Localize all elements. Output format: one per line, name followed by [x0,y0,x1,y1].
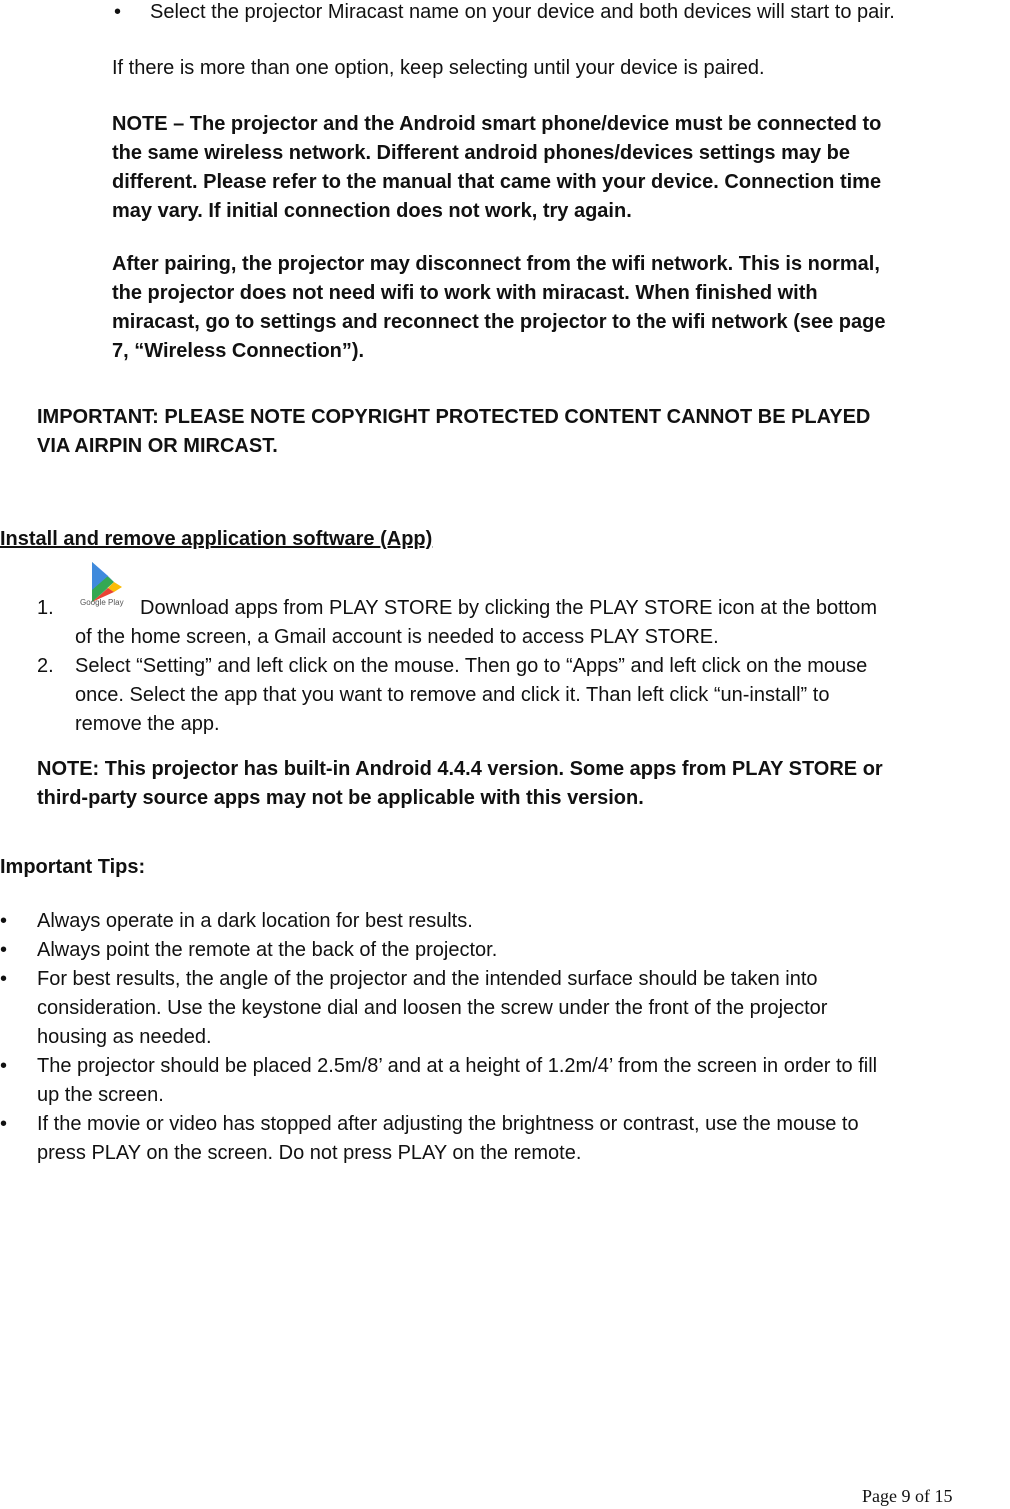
list-item [0,1052,1010,1110]
item2-line: Select “Setting” and left click on the mouse. Then go to “Apps” and left click on the mouse [75,655,868,677]
item1-line: Download apps from PLAY STORE by clicking the PLAY STORE icon at the bottom [140,597,878,619]
wifi-note-line: 7, “Wireless Connection”). [112,340,365,362]
item2-line: remove the app. [75,713,220,735]
wifi-disconnect-note [112,250,885,366]
network-note [112,110,881,226]
tip-line: press PLAY on the screen. Do not press PLAY on the remote. [37,1142,582,1164]
tip-line: For best results, the angle of the projector and the intended surface should be taken into [37,968,818,990]
android-version-note [37,755,883,813]
network-note-line: the same wireless network. Different android phones/devices settings may be [112,142,851,164]
android-note-line: third-party source apps may not be applicable with this version. [37,787,644,809]
bullet-dot: • [0,910,8,932]
wifi-note-line: the projector does not need wifi to work with miracast. When finished with [112,282,818,304]
google-play-label: Google Play [80,598,124,607]
android-note-line: NOTE: This projector has built-in Android 4.4.4 version. Some apps from PLAY STORE or [37,758,883,780]
google-play-logo [78,560,130,610]
list-number-1: 1. [37,597,54,619]
item1-line: of the home screen, a Gmail account is needed to access PLAY STORE. [75,626,719,648]
tip-text [37,965,827,1052]
tip-text [37,1110,859,1168]
tips-list [0,907,1010,1168]
item2-line: once. Select the app that you want to remove and click it. Than left click “un-install” to [75,684,830,706]
bullet-dot: • [0,968,8,990]
tip-line: up the screen. [37,1084,164,1106]
tip-line: housing as needed. [37,1026,212,1048]
list-item [0,965,1010,1052]
network-note-line: NOTE – The projector and the Android smart phone/device must be connected to [112,113,882,135]
list-item [0,907,1010,936]
network-note-line: different. Please refer to the manual that came with your device. Connection time [112,171,882,193]
list-item [0,936,1010,965]
copyright-warning [37,403,870,461]
install-section-heading: Install and remove application software (App) [0,528,433,550]
pairing-step-text: Select the projector Miracast name on your device and both devices will start to pair. [150,1,895,23]
bullet-dot: • [0,939,8,961]
bullet-dot: • [0,1113,8,1135]
network-note-line: may vary. If initial connection does not work, try again. [112,200,632,222]
tip-text: Always operate in a dark location for best results. [37,910,473,932]
tip-line: consideration. Use the keystone dial and loosen the screw under the front of the projector [37,997,828,1019]
list-item [0,1110,1010,1168]
copyright-line: IMPORTANT: PLEASE NOTE COPYRIGHT PROTECTED CONTENT CANNOT BE PLAYED [37,406,871,428]
multiple-option-paragraph: If there is more than one option, keep selecting until your device is paired. [112,57,765,79]
tip-line: If the movie or video has stopped after adjusting the brightness or contrast, use the mouse to [37,1113,859,1135]
copyright-line: VIA AIRPIN OR MIRCAST. [37,435,278,457]
tip-line: The projector should be placed 2.5m/8’ and at a height of 1.2m/4’ from the screen in order to fill [37,1055,878,1077]
tips-heading: Important Tips: [0,856,146,878]
wifi-note-line: After pairing, the projector may disconnect from the wifi network. This is normal, [112,253,880,275]
tip-text: Always point the remote at the back of the projector. [37,939,498,961]
page-number: Page 9 of 15 [862,1486,953,1506]
wifi-note-line: miracast, go to settings and reconnect the projector to the wifi network (see page [112,311,886,333]
bullet-dot: • [0,1055,8,1077]
bullet-dot: • [114,1,122,23]
list-number-2: 2. [37,655,54,677]
remove-app-steps [75,652,867,739]
tip-text [37,1052,877,1110]
